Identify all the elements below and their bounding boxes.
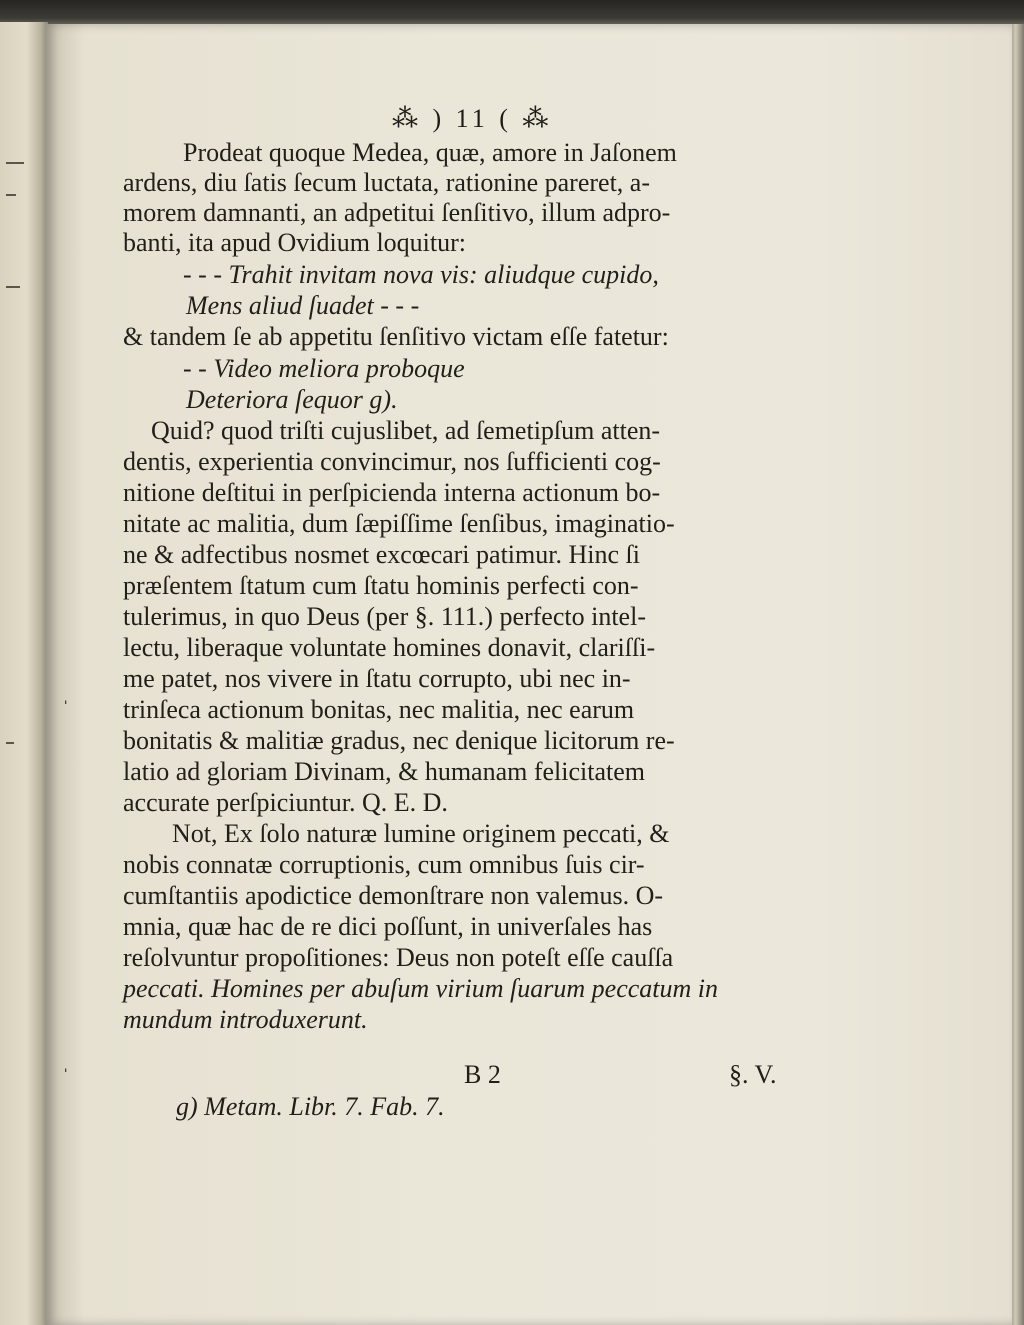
- book-page: [46, 24, 1012, 1325]
- text-line: reſolvuntur propoſitiones: Deus non poteſt eſſe cauſſa: [123, 943, 674, 972]
- text-line: morem damnanti, an adpetitui ſenſitivo, illum adpro-: [123, 198, 671, 227]
- facing-page-mark: [6, 194, 16, 196]
- scan-top-edge: [0, 0, 1024, 26]
- text-line: & tandem ſe ab appetitu ſenſitivo victam eſſe fatetur:: [123, 322, 669, 351]
- footnote: g) Metam. Libr. 7. Fab. 7.: [176, 1092, 445, 1121]
- text-line: nitione deſtitui in perſpicienda interna actionum bo-: [123, 478, 661, 507]
- margin-mark: ˈ: [62, 696, 70, 721]
- text-line: nitate ac malitia, dum ſæpiſſime ſenſibus, imaginatio-: [123, 509, 675, 538]
- margin-mark: ˈ: [62, 1064, 70, 1089]
- text-line: cumſtantiis apodictice demonſtrare non valemus. O-: [123, 881, 664, 910]
- text-line: ardens, diu ſatis ſecum luctata, rationine pareret, a-: [123, 168, 650, 197]
- text-line: dentis, experientia convincimur, nos ſufficienti cog-: [123, 447, 661, 476]
- catchword: §. V.: [729, 1060, 777, 1089]
- facing-page-edge: [0, 22, 48, 1325]
- running-header: ⁂ ) 11 ( ⁂: [392, 104, 553, 133]
- text-line: mnia, quæ hac de re dici poſſunt, in univerſales has: [123, 912, 653, 941]
- text-line: me patet, nos vivere in ſtatu corrupto, ubi nec in-: [123, 664, 631, 693]
- text-line: lectu, liberaque voluntate homines donavit, clariſſi-: [123, 633, 656, 662]
- text-line: Prodeat quoque Medea, quæ, amore in Jaſonem: [183, 138, 677, 167]
- text-line: banti, ita apud Ovidium loquitur:: [123, 228, 467, 257]
- text-line: tulerimus, in quo Deus (per §. 111.) perfecto intel-: [123, 602, 646, 631]
- text-line: nobis connatæ corruptionis, cum omnibus ſuis cir-: [123, 850, 645, 879]
- facing-page-mark: [6, 286, 20, 288]
- text-line: ne & adfectibus nosmet excœcari patimur. Hinc ſi: [123, 540, 640, 569]
- text-line: peccati. Homines per abuſum virium ſuarum peccatum in: [123, 974, 719, 1003]
- page-fore-edge: [1010, 24, 1024, 1325]
- facing-page-mark: [6, 162, 24, 164]
- text-line: accurate perſpiciuntur. Q. E. D.: [123, 788, 448, 817]
- text-line: bonitatis & malitiæ gradus, nec denique licitorum re-: [123, 726, 675, 755]
- text-line: mundum introduxerunt.: [123, 1005, 368, 1034]
- text-line: Mens aliud ſuadet - - -: [186, 291, 420, 320]
- signature-mark: B 2: [464, 1060, 501, 1089]
- text-line: præſentem ſtatum cum ſtatu hominis perfecti con-: [123, 571, 639, 600]
- text-line: Quid? quod triſti cujuslibet, ad ſemetipſum atten-: [151, 416, 661, 445]
- facing-page-mark: [6, 742, 14, 744]
- text-line: trinſeca actionum bonitas, nec malitia, nec earum: [123, 695, 635, 724]
- text-line: latio ad gloriam Divinam, & humanam felicitatem: [123, 757, 646, 786]
- text-line: Deteriora ſequor g).: [186, 385, 398, 414]
- text-line: - - Video meliora proboque: [183, 354, 465, 383]
- text-line: - - - Trahit invitam nova vis: aliudque cupido,: [183, 260, 659, 289]
- text-line: Not, Ex ſolo naturæ lumine originem peccati, &: [172, 819, 670, 848]
